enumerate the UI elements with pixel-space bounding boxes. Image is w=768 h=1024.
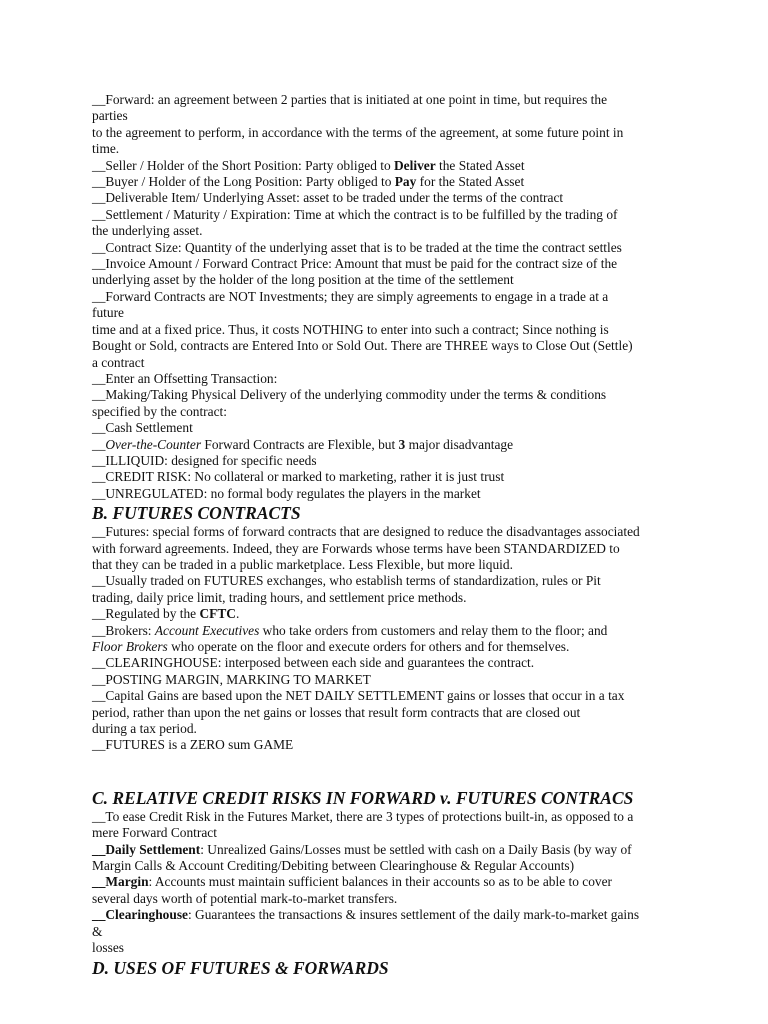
text-line: with forward agreements. Indeed, they are Forwards whose terms have been STANDARDIZED to: [92, 540, 620, 556]
text-line: Bought or Sold, contracts are Entered Into or Sold Out. There are THREE ways to Close Out (Settle): [92, 338, 633, 354]
text-line: __Contract Size: Quantity of the underlying asset that is to be traded at the time the contract settles: [92, 239, 622, 255]
text-line: [92, 907, 698, 923]
text-line: several days worth of potential mark-to-market transfers.: [92, 890, 398, 906]
text-line: __POSTING MARGIN, MARKING TO MARKET: [92, 671, 371, 687]
text-line: underlying asset by the holder of the long position at the time of the settlement: [92, 272, 514, 288]
text-line: that they can be traded in a public marketplace. Less Flexible, but more liquid.: [92, 556, 513, 572]
text-line: __Deliverable Item/ Underlying Asset: asset to be traded under the terms of the contract: [92, 190, 564, 206]
bold-term: Deliver: [394, 157, 436, 173]
text-line: __Enter an Offsetting Transaction:: [92, 370, 278, 386]
text-line: __CLEARINGHOUSE: interposed between each side and guarantees the contract.: [92, 655, 535, 671]
text-line: &: [92, 923, 103, 939]
text-line: a contract: [92, 354, 145, 370]
text-line: mere Forward Contract: [92, 825, 217, 841]
text-line: [92, 639, 698, 655]
bold-term: CFTC: [199, 606, 236, 622]
text-line: parties: [92, 108, 128, 124]
text-line: __Capital Gains are based upon the NET DAILY SETTLEMENT gains or losses that occur in a tax: [92, 688, 625, 704]
text-run: : Accounts must maintain sufficient balances in their accounts so as to be able to cover: [148, 874, 612, 890]
bold-term: __Daily Settlement: [92, 841, 201, 857]
text-run: : Guarantees the transactions & insures settlement of the daily mark-to-market gains: [187, 907, 640, 923]
section-heading: D. USES OF FUTURES & FORWARDS: [92, 957, 389, 978]
text-run: the Stated Asset: [435, 157, 525, 173]
text-line: __ILLIQUID: designed for specific needs: [92, 452, 317, 468]
text-line: losses: [92, 940, 124, 956]
text-line: time and at a fixed price. Thus, it costs NOTHING to enter into such a contract; Since nothing is: [92, 321, 609, 337]
text-run: who operate on the floor and execute orders for others and for themselves.: [167, 639, 570, 654]
text-run: for the Stated Asset: [416, 174, 525, 190]
text-run: : Unrealized Gains/Losses must be settled with cash on a Daily Basis (by way of: [200, 841, 632, 857]
text-line: [92, 606, 698, 622]
text-line: trading, daily price limit, trading hours, and settlement price methods.: [92, 589, 467, 605]
text-line: __Making/Taking Physical Delivery of the underlying commodity under the terms & conditions: [92, 387, 607, 403]
text-line: __Cash Settlement: [92, 420, 193, 436]
text-run: __Regulated by the: [92, 606, 200, 622]
text-line: __To ease Credit Risk in the Futures Market, there are 3 types of protections built-in, as opposed to a: [92, 808, 634, 824]
text-line: [92, 842, 698, 858]
text-run: __: [92, 436, 106, 452]
text-line: __FUTURES is a ZERO sum GAME: [92, 737, 294, 753]
text-line: the underlying asset.: [92, 223, 203, 239]
section-credit-risks: [92, 787, 698, 957]
text-line: __Forward Contracts are NOT Investments; they are simply agreements to engage in a trade at a: [92, 288, 609, 304]
text-line: [92, 437, 698, 453]
section-heading: C. RELATIVE CREDIT RISKS IN FORWARD v. FUTURES CONTRACS: [92, 787, 634, 808]
section-futures: [92, 502, 698, 754]
text-line: __Futures: special forms of forward contracts that are designed to reduce the disadvantages associated: [92, 524, 640, 540]
text-line: to the agreement to perform, in accordance with the terms of the agreement, at some future point in: [92, 124, 624, 140]
section-forwards: [92, 92, 698, 502]
bold-term: Pay: [394, 174, 417, 190]
text-line: [92, 623, 698, 639]
italic-term: Account Executives: [154, 622, 260, 638]
text-line: [92, 174, 698, 190]
text-line: __CREDIT RISK: No collateral or marked to marketing, rather it is just trust: [92, 469, 505, 485]
text-line: __UNREGULATED: no formal body regulates the players in the market: [92, 485, 481, 501]
text-run: who take orders from customers and relay them to the floor; and: [259, 622, 608, 638]
text-run: .: [235, 606, 240, 622]
blank-space: [92, 754, 698, 787]
text-line: [92, 874, 698, 890]
text-line: future: [92, 305, 124, 321]
text-line: during a tax period.: [92, 721, 197, 737]
text-run: __Brokers:: [92, 622, 155, 638]
text-line: time.: [92, 141, 120, 157]
text-line: specified by the contract:: [92, 403, 227, 419]
bold-term: __Clearinghouse: [92, 907, 188, 923]
text-line: __Usually traded on FUTURES exchanges, who establish terms of standardization, rules or Pit: [92, 573, 601, 589]
section-heading: B. FUTURES CONTRACTS: [92, 503, 301, 524]
section-uses: [92, 957, 698, 979]
text-line: [92, 158, 698, 174]
bold-term: __Margin: [92, 874, 149, 890]
text-line: __Forward: an agreement between 2 parties that is initiated at one point in time, but requires the: [92, 92, 608, 107]
italic-term: Floor Brokers: [92, 639, 168, 654]
text-run: __Buyer / Holder of the Long Position: Party obliged to: [92, 174, 395, 190]
text-run: __Seller / Holder of the Short Position: Party obliged to: [92, 157, 395, 173]
text-line: Margin Calls & Account Crediting/Debiting between Clearinghouse & Regular Accounts): [92, 858, 575, 874]
text-run: Forward Contracts are Flexible, but: [201, 436, 399, 452]
text-line: period, rather than upon the net gains or losses that result form contracts that are closed out: [92, 704, 581, 720]
text-line: __Settlement / Maturity / Expiration: Time at which the contract is to be fulfilled by the trading of: [92, 206, 618, 222]
bold-term: 3: [398, 436, 406, 452]
italic-term: Over-the-Counter: [105, 436, 202, 452]
text-line: __Invoice Amount / Forward Contract Price: Amount that must be paid for the contract size of the: [92, 256, 618, 272]
text-run: major disadvantage: [405, 436, 514, 452]
